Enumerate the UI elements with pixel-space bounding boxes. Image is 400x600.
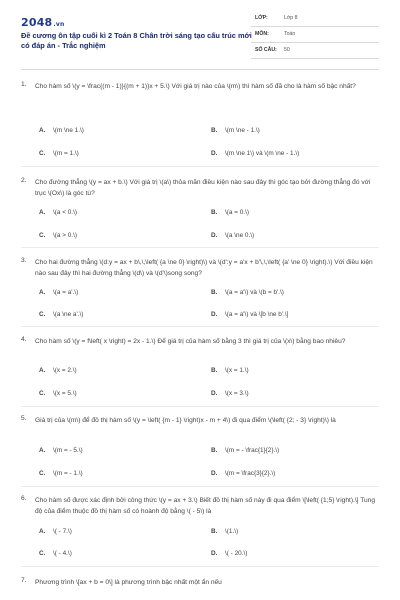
question-text: Phương trình \[ax + b = 0\] là phương trình bậc nhất một ẩn nếu — [35, 579, 222, 586]
info-row-subject — [251, 27, 379, 43]
option-b[interactable] — [211, 209, 249, 216]
info-value: Toán — [284, 31, 296, 37]
question-divider — [21, 486, 379, 487]
option-letter: B. — [211, 528, 218, 535]
question-text: Cho hai đường thẳng \(d:y = ax + b\,\,\left( {a \ne 0} \right)\) và \(d':y = a'x + b'\,\,\left( {a' \ne 0} \right).\) Với điều kiện nào sau đây thì hai đường thẳng \(d\) và \(d'\)song song? — [35, 259, 373, 277]
question-number: 7. — [21, 577, 27, 584]
option-a[interactable] — [39, 289, 78, 296]
option-c[interactable] — [39, 390, 77, 397]
option-d[interactable] — [211, 470, 275, 477]
logo-text: 2048 — [21, 16, 53, 29]
question-text: Cho hàm số được xác định bởi công thức \(y = ax + 3.\) Biết đồ thị hàm số này đi qua điểm \[\left( {1;5} \right).\] Tung độ của điểm thuộc đồ thị hàm số có hoành độ bằng \( - 5\) là — [35, 497, 376, 515]
option-text: \(a = a'.\) — [53, 289, 79, 296]
info-value: 50 — [284, 47, 290, 53]
option-text: \(m \ne - 1.\) — [225, 127, 260, 134]
question-divider — [21, 566, 379, 567]
option-letter: B. — [211, 367, 218, 374]
option-text: \(x = 3.\) — [225, 390, 249, 397]
question-number: 2. — [21, 177, 27, 184]
info-label: SỐ CÂU: — [255, 47, 277, 53]
question-divider — [21, 326, 379, 327]
option-b[interactable] — [211, 127, 260, 134]
option-c[interactable] — [39, 232, 77, 239]
option-text: \(a > 0.\) — [53, 232, 77, 239]
option-letter: D. — [211, 470, 218, 477]
option-text: \( - 7.\) — [53, 528, 72, 535]
option-letter: D. — [211, 390, 218, 397]
option-letter: C. — [39, 390, 46, 397]
option-text: \(m = - 5.\) — [53, 447, 83, 454]
option-letter: D. — [211, 311, 218, 318]
question-number: 3. — [21, 257, 27, 264]
question-number: 1. — [21, 81, 27, 88]
option-letter: B. — [211, 127, 218, 134]
option-letter: B. — [211, 209, 218, 216]
info-row-count — [251, 43, 379, 59]
option-a[interactable] — [39, 528, 72, 535]
option-letter: C. — [39, 150, 46, 157]
option-text: \(a = a'\) và \[b \ne b'.\] — [225, 311, 289, 318]
option-a[interactable] — [39, 447, 83, 454]
option-text: \(x = 2.\) — [53, 367, 77, 374]
option-text: \(a < 0.\) — [53, 209, 77, 216]
option-text: \(m = - 1.\) — [53, 470, 83, 477]
option-text: \(a \ne a'.\) — [53, 311, 84, 318]
document-title: Đề cương ôn tập cuối kì 2 Toán 8 Chân trời sáng tạo cấu trúc mới có đáp án - Trắc nghiệm — [21, 31, 252, 50]
option-text: \(x = 1.\) — [225, 367, 249, 374]
page-header — [0, 0, 400, 68]
question-divider — [21, 406, 379, 407]
question-number: 5. — [21, 415, 27, 422]
option-b[interactable] — [211, 528, 238, 535]
option-letter: A. — [39, 447, 46, 454]
question-number: 4. — [21, 336, 27, 343]
info-label: LỚP: — [255, 15, 268, 21]
option-text: \( - 4.\) — [53, 550, 72, 557]
option-d[interactable] — [211, 311, 288, 318]
option-d[interactable] — [211, 232, 254, 239]
option-letter: A. — [39, 127, 46, 134]
option-c[interactable] — [39, 150, 79, 157]
logo-domain: .vn — [53, 21, 65, 28]
option-text: \(a = 0.\) — [225, 209, 249, 216]
option-b[interactable] — [211, 289, 284, 296]
option-letter: D. — [211, 150, 218, 157]
info-label: MÔN: — [255, 31, 269, 37]
header-divider — [21, 69, 379, 70]
option-a[interactable] — [39, 209, 77, 216]
option-letter: A. — [39, 528, 46, 535]
option-text: \(1.\) — [225, 528, 239, 535]
option-text: \(m \ne 1.\) — [53, 127, 84, 134]
option-text: \(m = 1.\) — [53, 150, 79, 157]
option-d[interactable] — [211, 150, 299, 157]
option-b[interactable] — [211, 367, 249, 374]
question-divider — [21, 166, 379, 167]
option-a[interactable] — [39, 127, 84, 134]
info-row-class — [251, 11, 379, 27]
option-c[interactable] — [39, 311, 83, 318]
option-text: \(x = 5.\) — [53, 390, 77, 397]
option-letter: A. — [39, 209, 46, 216]
info-table — [251, 11, 379, 59]
option-letter: C. — [39, 311, 46, 318]
site-logo[interactable] — [21, 16, 64, 29]
question-text: Cho hàm số \(y = \frac{(m - 1)}{(m + 1)}x + 5.\) Với giá trị nào của \(m\) thì hàm số đã cho là hàm số bậc nhất? — [35, 83, 356, 90]
option-letter: B. — [211, 447, 218, 454]
option-a[interactable] — [39, 367, 77, 374]
option-letter: A. — [39, 289, 46, 296]
option-text: \(a \ne 0.\) — [225, 232, 255, 239]
option-text: \(a = a'\) và \(b = b'.\) — [225, 289, 284, 296]
option-letter: C. — [39, 550, 46, 557]
option-text: \( - 20.\) — [225, 550, 248, 557]
option-c[interactable] — [39, 470, 83, 477]
option-text: \(m = - \frac{1}{2}.\) — [225, 447, 280, 454]
option-letter: D. — [211, 232, 218, 239]
option-letter: C. — [39, 470, 46, 477]
question-divider — [21, 247, 379, 248]
question-text: Cho đường thẳng \(y = ax + b.\) Với giá trị \(a\) thỏa mãn điều kiện nào sau đây thì góc tạo bởi đường thẳng đó với trục \(Ox\) là góc tù? — [35, 179, 371, 197]
question-text: Cho hàm số \(y = f\left( x \right) = 2x - 1.\) Để giá trị của hàm số bằng 3 thì giá trị của \(x\) bằng bao nhiêu? — [35, 338, 346, 345]
info-value: Lớp 8 — [284, 15, 298, 21]
question-text: Giá trị của \(m\) để đồ thị hàm số \(y = \left( {m - 1} \right)x - m + 4\) đi qua điểm \(\left( {2; - 3} \right)\) là — [35, 417, 336, 424]
option-letter: C. — [39, 232, 46, 239]
question-number: 6. — [21, 495, 27, 502]
option-d[interactable] — [211, 550, 247, 557]
option-c[interactable] — [39, 550, 72, 557]
option-letter: A. — [39, 367, 46, 374]
option-b[interactable] — [211, 447, 279, 454]
option-d[interactable] — [211, 390, 249, 397]
option-text: \(m \ne 1\) và \(m \ne - 1.\) — [225, 150, 300, 157]
option-letter: D. — [211, 550, 218, 557]
option-letter: B. — [211, 289, 218, 296]
option-text: \(m = \frac{3}{2}.\) — [225, 470, 276, 477]
